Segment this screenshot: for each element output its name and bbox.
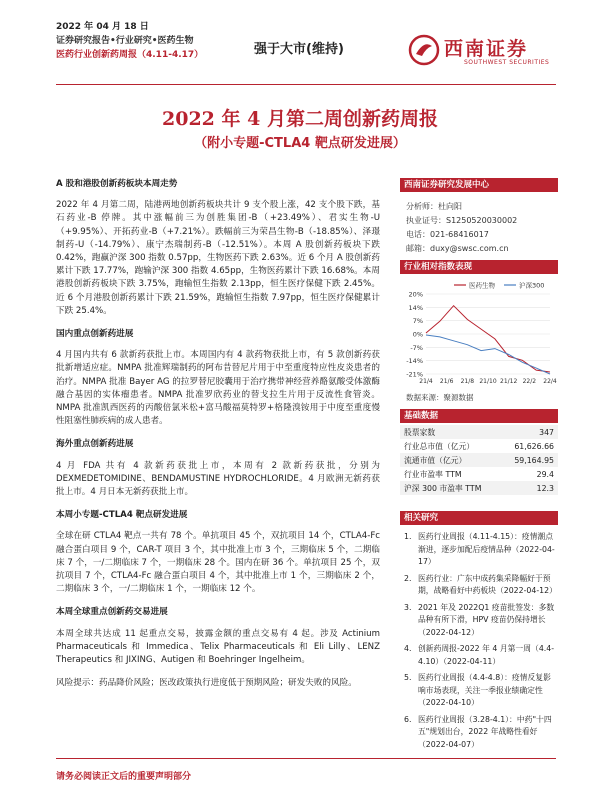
- table-cell-label: 沪深 300 市盈率 TTM: [404, 483, 482, 493]
- chart-legend-label: 沪深300: [519, 281, 545, 290]
- table-cell-label: 行业总市值（亿元）: [404, 441, 475, 451]
- analyst-email[interactable]: 邮箱：duxy@swsc.com.cn: [406, 244, 509, 253]
- related-item[interactable]: 6. 医药行业周报（3.28-4.1）：中药"十四五"规划出台，2022 年战略性看好（2022-04-07）: [404, 714, 552, 749]
- table-cell-label: 股票家数: [404, 427, 436, 437]
- table-cell-value: 59,164.95: [514, 455, 554, 465]
- table-row: [400, 481, 558, 495]
- related-list: [400, 525, 558, 751]
- section-heading: 海外重点创新药进展: [56, 439, 134, 450]
- table-cell-value: 29.4: [536, 469, 554, 479]
- report-date: 2022 年 04 月 18 日: [56, 22, 149, 32]
- table-row: [400, 425, 558, 439]
- chart-x-tick-label: 22/4: [543, 378, 557, 385]
- table-row: [400, 467, 558, 481]
- relative-index-chart: [400, 278, 558, 390]
- chart-x-tick-label: 21/6: [439, 378, 454, 385]
- related-title: 相关研究: [400, 511, 558, 525]
- chart-y-tick-label: -14%: [406, 357, 423, 366]
- footer-disclaimer: 请务必阅读正文后的重要声明部分: [56, 772, 192, 782]
- chart-svg: [400, 278, 558, 390]
- chart-y-tick-label: -21%: [406, 370, 423, 379]
- section-paragraph: 全球在研 CTLA4 靶点一共有 78 个。单抗项目 45 个，双抗项目 14 个，CTLA4-Fc 融合蛋白项目 9 个，CAR-T 项目 3 个，其中批准上市 3 个，三期临床 5 个，二期临床 7 个，一/二期临床 7 个，一期临床 28 个。国内在研 36 个。单抗项目 25 个，双抗项目 7 个，CTLA4-Fc 融合蛋白项目 4 个，其中批准上市 1 个，三期临床 2 个，二期临床 3 个，一/二期临床 1 个，一期临床 12 个。: [56, 531, 380, 595]
- basic-data-title: 基础数据: [400, 409, 558, 423]
- analyst-phone: 电话：021-68416017: [406, 230, 489, 239]
- report-title: 2022 年 4 月第二周创新药周报: [162, 108, 438, 130]
- chart-y-tick-label: 20%: [408, 290, 423, 299]
- table-cell-value: 61,626.66: [514, 441, 554, 451]
- table-cell-label: 流通市值（亿元）: [404, 455, 467, 465]
- chart-x-tick-label: 22/2: [522, 378, 537, 385]
- perf-title: 行业相对指数表现: [400, 260, 558, 274]
- chart-y-tick-label: 7%: [412, 317, 423, 326]
- header-divider: [56, 84, 556, 85]
- table-row: [400, 453, 558, 467]
- team-title: 西南证券研究发展中心: [400, 178, 558, 192]
- related-item[interactable]: 1. 医药行业周报（4.11-4.15）：疫情潮点渐进，逐步加配后疫情品种（2022-04-17）: [404, 532, 555, 566]
- chart-y-tick-label: 0%: [412, 330, 423, 339]
- chart-series-line: [426, 306, 550, 372]
- chart-y-tick-label: 14%: [408, 303, 423, 312]
- section-paragraph: 4 月 FDA 共有 4 款新药获批上市，本周有 2 款新药获批，分别为 DEXMEDETOMIDINE、BENDAMUSTINE HYDROCHLORIDE。4 月欧洲无新药获批上市。4 月日本无新药获批上市。: [56, 460, 380, 498]
- main-content: [56, 178, 380, 701]
- analyst-info: [400, 192, 558, 260]
- sidebar: [400, 178, 558, 755]
- chart-x-tick-label: 21/8: [460, 378, 475, 385]
- logo-mark-icon: [408, 34, 440, 66]
- risk-warning: 风险提示：药品降价风险；医改政策执行进度低于预期风险；研发失败的风险。: [56, 678, 357, 689]
- table-cell-label: 行业市盈率 TTM: [404, 469, 462, 479]
- chart-legend-label: 医药生物: [469, 281, 495, 290]
- company-logo: [408, 32, 558, 72]
- analyst-license: 执业证号：S1250520030002: [406, 216, 518, 225]
- section-heading: 本周全球重点创新药交易进展: [56, 607, 168, 618]
- logo-text-en: SOUTHWEST SECURITIES: [464, 59, 550, 66]
- table-row: [400, 439, 558, 453]
- chart-x-tick-label: 21/10: [479, 378, 497, 385]
- analyst-name: 分析师：杜向阳: [406, 202, 462, 211]
- section-paragraph: 本周全球共达成 11 起重点交易，披露金额的重点交易有 4 起。涉及 Actinium Pharmaceuticals 和 Immedica、Telix Pharmaceuticals 和 Eli Lilly、LENZ Therapeutics 和 JIXING、Autigen 和 Boehringer Ingelheim。: [56, 628, 380, 666]
- section-heading: 本周小专题-CTLA4 靶点研发进展: [56, 510, 188, 521]
- section-heading: A 股和港股创新药板块本周走势: [56, 179, 178, 189]
- related-item[interactable]: 4. 创新药周报-2022 年 4 月第一周（4.4-4.10）（2022-04-11）: [404, 644, 555, 666]
- logo-text-cn: 西南证券: [444, 38, 529, 60]
- footer: [56, 758, 556, 782]
- section-paragraph: 2022 年 4 月第二周，陆港两地创新药板块共计 9 支个股上涨，42 支个股下跌，基石药业-B 停牌。其中涨幅前三为创胜集团-B（+23.49%）、君实生物-U（+9.95%）、开拓药业-B（+7.21%）。跌幅前三为荣昌生物-B（-18.85%）、泽璟制药-U（-14.79%）、康宁杰瑞制药-B（-12.51%）。本周 A 股创新药板块下跌 0.42%，跑赢沪深 300 指数 0.57pp，生物医药下跌 2.63%。近 6 个月 A 股创新药累计下跌 17.77%，跑输沪深 300 指数 4.65pp，生物医药累计下跌 16.68%。本周港股创新药板块下跌 3.75%，跑输恒生指数 2.13pp，恒生医疗保健下跌 2.45%。近 6 个月港股创新药累计下跌 21.59%，跑输恒生指数 7.97pp，恒生医疗保健累计下跌 25.4%。: [56, 200, 380, 316]
- basic-data-table: [400, 425, 558, 495]
- table-cell-value: 347: [539, 427, 554, 437]
- industry-rating: 强于大市(维持): [254, 42, 344, 57]
- related-item[interactable]: 2. 医药行业：广东中成药集采降幅好于预期，战略看好中药板块（2022-04-12）: [404, 573, 557, 595]
- chart-x-tick-label: 21/4: [419, 378, 433, 385]
- table-cell-value: 12.3: [536, 483, 554, 493]
- report-subtitle: （附小专题-CTLA4 靶点研发进展）: [194, 136, 406, 151]
- chart-source: 数据来源：聚源数据: [406, 393, 474, 402]
- chart-x-tick-label: 21/12: [500, 378, 518, 385]
- chart-y-tick-label: -7%: [410, 343, 423, 352]
- report-series: 医药行业创新药周报（4.11-4.17）: [56, 50, 204, 60]
- related-item[interactable]: 5. 医药行业周报（4.4-4.8）：疫情反复影响市场表现，关注一季报业绩确定性（2022-04-10）: [404, 673, 551, 707]
- related-item[interactable]: 3. 2021 年及 2022Q1 疫苗批签发：多数品种有所下滑，HPV 疫苗仍保持增长（2022-04-12）: [404, 602, 555, 637]
- report-type: 证券研究报告•行业研究•医药生物: [56, 36, 194, 46]
- section-paragraph: 4 月国内共有 6 款新药获批上市。本周国内有 4 款药物获批上市，有 5 款创新药获批新增适应症。NMPA 批准辉瑞制药的阿布昔替尼片用于中至重度特应性皮炎患者的治疗。NMPA 批准 Bayer AG 的拉罗替尼胶囊用于治疗携带神经营养酪氨酸受体激酶融合基因的实体瘤患者。NMPA 批准罗欣药业的替戈拉生片用于反流性食管炎。NMPA 批准凯西医药的丙酸倍氯米松+富马酸福莫特罗+格隆溴铵用于中度至重度慢性阻塞性肺疾病的成人患者。: [56, 350, 380, 427]
- chart-series-line: [426, 335, 550, 374]
- section-heading: 国内重点创新药进展: [56, 329, 134, 340]
- report-meta: [56, 20, 203, 62]
